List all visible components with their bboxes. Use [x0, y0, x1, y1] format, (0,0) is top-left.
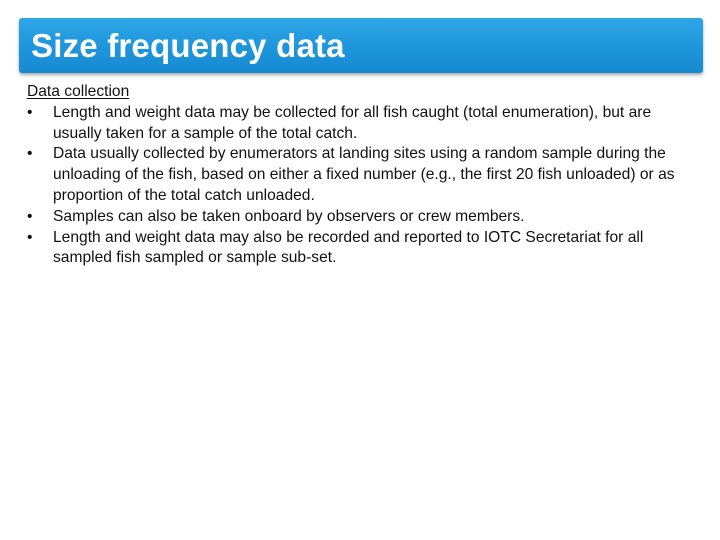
- bullet-text: Length and weight data may be collected for all fish caught (total enumeration), but are usually taken for a sample of the total catch.: [53, 103, 652, 142]
- bullet-item: [27, 144, 697, 206]
- bullet-item: [27, 103, 697, 145]
- bullet-text: Data usually collected by enumerators at landing sites using a random sample during the unloading of the fish, based on either a fixed number (e.g., the first 20 fish unloaded) or as proportion of the total catch unloaded.: [53, 145, 675, 204]
- bullet-item: [27, 207, 697, 228]
- slide-content: [27, 82, 697, 269]
- bullet-icon: •: [27, 228, 33, 246]
- bullet-item: [27, 228, 697, 270]
- bullet-text: Length and weight data may also be recorded and reported to IOTC Secretariat for all sampled fish sampled or sample sub-set.: [53, 228, 644, 267]
- slide-title: Size frequency data: [31, 27, 345, 64]
- bullet-list: [27, 103, 697, 269]
- title-bar: [19, 18, 703, 73]
- bullet-icon: •: [27, 145, 33, 163]
- section-heading: Data collection: [27, 83, 130, 100]
- bullet-text: Samples can also be taken onboard by observers or crew members.: [53, 207, 525, 225]
- bullet-icon: •: [27, 103, 33, 121]
- bullet-icon: •: [27, 207, 33, 225]
